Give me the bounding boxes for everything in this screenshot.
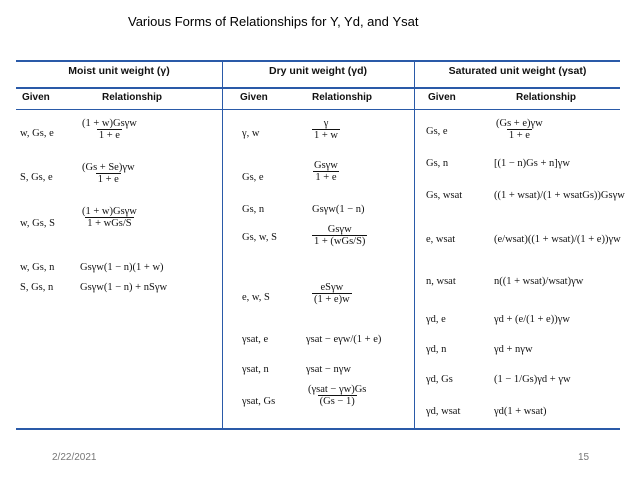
saturated-section-header: Saturated unit weight (γsat) <box>448 65 587 77</box>
moist-section-header: Moist unit weight (γ) <box>68 65 170 77</box>
slide-date: 2/22/2021 <box>52 452 97 463</box>
saturated-given: γd, Gs <box>426 374 453 385</box>
saturated-relationship: γd + nγw <box>494 344 533 355</box>
saturated-relationship: γd + (e/(1 + e))γw <box>494 314 570 325</box>
slide-title: Various Forms of Relationships for Υ, Υd, and Υsat <box>128 14 419 29</box>
moist-relationship: $\frac{\text{(1 + w)Gsγw}}{\text{1 + wGs/S}}$ <box>82 206 137 229</box>
moist-relationship: $\frac{(Gs + Se)\gamma w}{1 + e}$ <box>82 162 135 185</box>
moist-given: w, Gs, S <box>20 218 55 229</box>
dry-given: γsat, Gs <box>242 396 276 407</box>
dry-relationship: $\frac{\gamma}{1 + w}$ <box>314 118 339 141</box>
saturated-given: e, wsat <box>426 234 456 245</box>
saturated-relationship: [(1 − n)Gs + n]γw <box>494 158 570 169</box>
saturated-given: Gs, n <box>426 158 449 169</box>
saturated-given: γd, n <box>426 344 447 355</box>
moist-given: S, Gs, e <box>20 172 53 183</box>
dry-relationship-header: Relationship <box>312 92 373 103</box>
saturated-given: Gs, wsat <box>426 190 463 201</box>
saturated-relationship: ((1 + wsat)/(1 + wsatGs))Gsγw <box>494 190 625 201</box>
dry-section-header: Dry unit weight (γd) <box>269 65 367 77</box>
relationships-table <box>16 60 625 430</box>
moist-given-header: Given <box>22 92 50 103</box>
saturated-relationship-header: Relationship <box>516 92 577 103</box>
dry-relationship: $\frac{\text{Gsγw}}{1 + e}$ <box>314 160 338 183</box>
moist-relationship: Gsγw(1 − n) + nSγw <box>80 282 168 293</box>
saturated-given: Gs, e <box>426 126 448 137</box>
dry-given: γsat, n <box>242 364 269 375</box>
dry-relationship: $\frac{\text{Gsγw}}{\text{1 + (wGs/S)}}$ <box>314 224 366 247</box>
dry-given: Gs, w, S <box>242 232 277 243</box>
saturated-given: γd, e <box>426 314 446 325</box>
saturated-relationship: (1 − 1/Gs)γd + γw <box>494 374 571 385</box>
dry-relationship: γsat − eγw/(1 + e) <box>306 334 382 345</box>
saturated-relationship: $\frac{(Gs + e)\gamma w}{1 + e}$ <box>496 118 543 141</box>
dry-relationship: $\frac{\text{eSγw}}{(1 + e)w}$ <box>314 282 350 305</box>
dry-given-header: Given <box>240 92 268 103</box>
moist-relationship-header: Relationship <box>102 92 163 103</box>
moist-given: w, Gs, n <box>20 262 55 273</box>
moist-given: w, Gs, e <box>20 128 54 139</box>
saturated-relationship: (e/wsat)((1 + wsat)/(1 + e))γw <box>494 234 621 245</box>
moist-relationship: Gsγw(1 − n)(1 + w) <box>80 262 164 273</box>
section-header-rule <box>16 87 620 89</box>
dry-given: e, w, S <box>242 292 270 303</box>
moist-given: S, Gs, n <box>20 282 54 293</box>
dry-relationship: $\frac{\text{(γsat − γw)Gs}}{(Gs - 1)}$ <box>308 384 367 407</box>
table-bottom-rule <box>16 428 620 430</box>
dry-relationship: Gsγw(1 − n) <box>312 204 365 215</box>
saturated-relationship: n((1 + wsat)/wsat)γw <box>494 276 584 287</box>
saturated-relationship: γd(1 + wsat) <box>494 406 547 417</box>
section-divider <box>222 62 223 428</box>
moist-relationship: $\frac{\text{(1 + w)Gsγw}}{1 + e}$ <box>82 118 137 141</box>
column-header-rule <box>16 109 620 110</box>
slide-page-number: 15 <box>578 452 590 463</box>
saturated-given-header: Given <box>428 92 456 103</box>
section-divider <box>414 62 415 428</box>
dry-given: γsat, e <box>242 334 269 345</box>
saturated-given: n, wsat <box>426 276 456 287</box>
dry-given: Gs, e <box>242 172 264 183</box>
dry-given: Gs, n <box>242 204 265 215</box>
dry-relationship: γsat − nγw <box>306 364 351 375</box>
dry-given: γ, w <box>242 128 260 139</box>
table-top-rule <box>16 60 620 62</box>
saturated-given: γd, wsat <box>426 406 461 417</box>
